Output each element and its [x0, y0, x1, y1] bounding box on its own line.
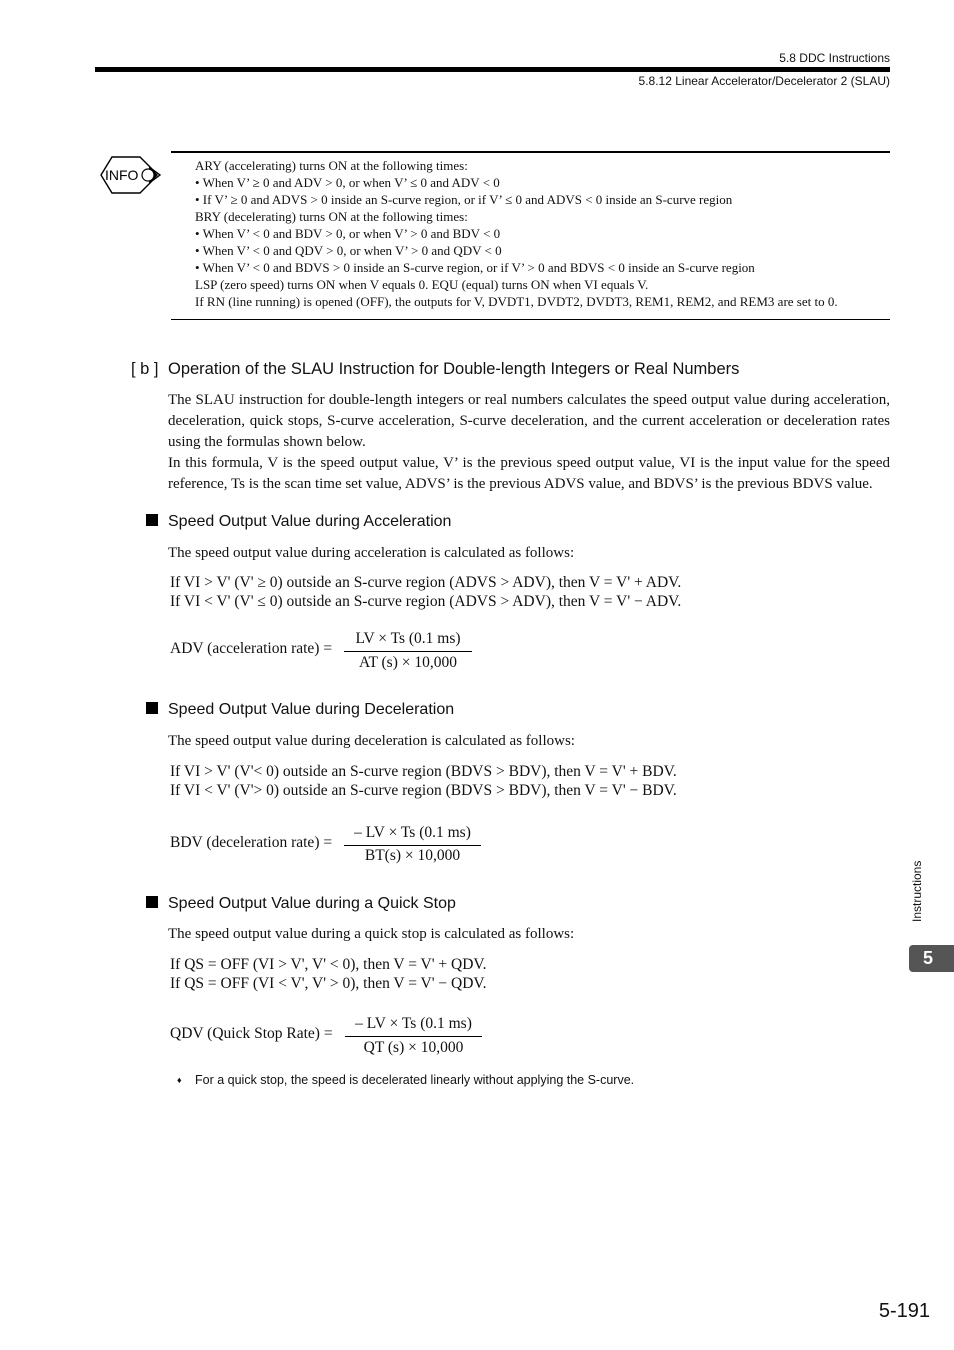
header-section-title: 5.8 DDC Instructions	[779, 51, 890, 65]
decel-rate-denominator: BT(s) × 10,000	[364, 847, 461, 864]
info-box-body	[195, 157, 885, 310]
chapter-tab: 5	[909, 945, 954, 972]
info-icon-label: INFO	[105, 167, 139, 183]
footnote	[177, 1073, 634, 1087]
section-intro	[168, 390, 890, 495]
decel-rate-numerator: – LV × Ts (0.1 ms)	[354, 824, 471, 841]
quick-note: The speed output value during a quick stop is calculated as follows:	[168, 926, 575, 942]
accel-formula-1: If VI > V' (V' ≥ 0) outside an S-curve region (ADVS > ADV), then V = V' + ADV.	[170, 574, 682, 591]
accel-rate-lhs: ADV (acceleration rate) =	[170, 640, 333, 657]
accel-note: The speed output value during acceleration is calculated as follows:	[168, 545, 575, 561]
accel-formula-2: If VI < V' (V' ≤ 0) outside an S-curve region (ADVS > ADV), then V = V' − ADV.	[170, 593, 682, 610]
decel-rate-lhs: BDV (deceleration rate) =	[170, 834, 333, 851]
side-chapter-label-text: Instructions	[910, 860, 924, 922]
quick-heading-text: Speed Output Value during a Quick Stop	[168, 895, 456, 912]
decel-heading-text: Speed Output Value during Deceleration	[168, 701, 455, 718]
accel-rate-denominator: AT (s) × 10,000	[358, 654, 457, 671]
header-subsection-title: 5.8.12 Linear Accelerator/Decelerator 2 (SLAU)	[638, 74, 890, 88]
info-line: • If V’ ≥ 0 and ADVS > 0 inside an S-curve region, or if V’ ≤ 0 and ADVS < 0 inside an S-curve region	[195, 192, 733, 207]
section-tag: [ b ]	[131, 360, 159, 378]
info-icon	[100, 155, 166, 195]
square-bullet-icon	[146, 514, 158, 526]
accel-heading	[146, 513, 451, 531]
page-number: 5-191	[878, 1300, 930, 1322]
intro-paragraph: The SLAU instruction for double-length integers or real numbers calculates the speed output value during acceleration, deceleration, quick stops, S-curve acceleration, S-curve deceleration, and the current acceleration or deceleration rates using the formulas shown below.	[168, 392, 890, 450]
info-line: BRY (decelerating) turns ON at the following times:	[195, 209, 468, 224]
decel-note: The speed output value during deceleration is calculated as follows:	[168, 733, 575, 749]
info-line: • When V’ < 0 and BDVS > 0 inside an S-curve region, or if V’ > 0 and BDVS < 0 inside an S-curve region	[195, 260, 755, 275]
info-line: If RN (line running) is opened (OFF), the outputs for V, DVDT1, DVDT2, DVDT3, REM1, REM2, and REM3 are set to 0.	[195, 294, 838, 309]
side-chapter-label	[910, 848, 930, 928]
intro-paragraph: In this formula, V is the speed output value, V’ is the previous speed output value, VI is the input value for the speed reference, Ts is the scan time set value, ADVS’ is the previous ADVS value, and BDVS’ is the previous BDVS value.	[168, 455, 890, 492]
decel-formula-2: If VI < V' (V'> 0) outside an S-curve region (BDVS > BDV), then V = V' − BDV.	[170, 782, 677, 799]
accel-heading-text: Speed Output Value during Acceleration	[168, 513, 452, 530]
quick-rate-lhs: QDV (Quick Stop Rate) =	[170, 1025, 333, 1042]
square-bullet-icon	[146, 896, 158, 908]
square-bullet-icon	[146, 702, 158, 714]
info-box-bottom-rule	[171, 319, 890, 320]
info-line: LSP (zero speed) turns ON when V equals 0. EQU (equal) turns ON when VI equals V.	[195, 277, 649, 292]
quick-formula-2: If QS = OFF (VI < V', V' > 0), then V = V' − QDV.	[170, 975, 487, 992]
section-title: Operation of the SLAU Instruction for Double-length Integers or Real Numbers	[168, 360, 740, 378]
info-line: • When V’ < 0 and BDV > 0, or when V’ > 0 and BDV < 0	[195, 226, 501, 241]
decel-formula-1: If VI > V' (V'< 0) outside an S-curve region (BDVS > BDV), then V = V' + BDV.	[170, 763, 677, 780]
footnote-text: For a quick stop, the speed is decelerated linearly without applying the S-curve.	[195, 1073, 635, 1087]
section-heading	[131, 360, 739, 379]
header-rule	[95, 67, 890, 72]
info-box-top-rule	[171, 151, 890, 153]
decel-heading	[146, 701, 454, 719]
quick-fraction-bar	[345, 1036, 482, 1037]
info-line: • When V’ < 0 and QDV > 0, or when V’ > 0 and QDV < 0	[195, 243, 502, 258]
quick-heading	[146, 895, 456, 913]
info-line: • When V’ ≥ 0 and ADV > 0, or when V’ ≤ 0 and ADV < 0	[195, 175, 500, 190]
quick-rate-numerator: – LV × Ts (0.1 ms)	[355, 1015, 472, 1032]
accel-rate-numerator: LV × Ts (0.1 ms)	[355, 630, 461, 647]
diamond-bullet-icon: ♦	[177, 1075, 182, 1085]
accel-fraction-bar	[344, 651, 472, 652]
quick-rate-denominator: QT (s) × 10,000	[363, 1039, 464, 1056]
quick-formula-1: If QS = OFF (VI > V', V' < 0), then V = V' + QDV.	[170, 956, 487, 973]
info-line: ARY (accelerating) turns ON at the following times:	[195, 158, 468, 173]
decel-fraction-bar	[344, 845, 481, 846]
